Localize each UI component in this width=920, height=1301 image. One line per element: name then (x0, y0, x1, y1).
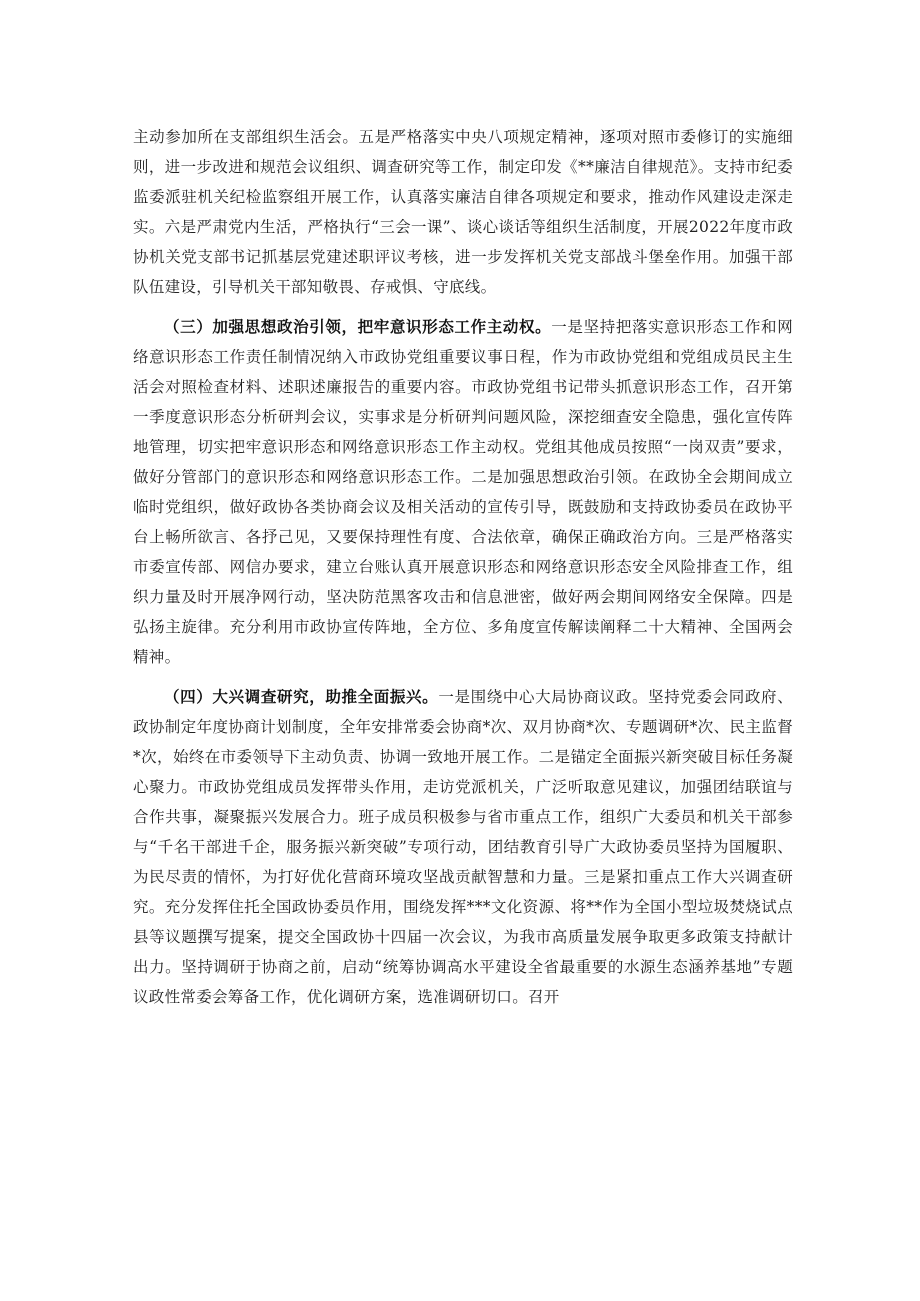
paragraph-text: 一是围绕中心大局协商议政。坚持党委会同政府、政协制定年度协商计划制度，全年安排常委会协商*次、双月协商*次、专题调研*次、民主监督*次，始终在市委领导下主动负责、协调一致地开展工作。二是锚定全面振兴新突破目标任务凝心聚力。市政协党组成员发挥带头作用，走访党派机关，广泛听取意见建议，加强团结联谊与合作共事，凝聚振兴发展合力。班子成员积极参与省市重点工作，组织广大委员和机关干部参与“千名干部进千企，服务振兴新突破”专项行动，团结教育引导广大政协委员坚持为国履职、为民尽责的情怀，为打好优化营商环境攻坚战贡献智慧和力量。三是紧扣重点工作大兴调查研究。充分发挥住托全国政协委员作用，围绕发挥***文化资源、将**作为全国小型垃圾焚烧试点县等议题撰写提案，提交全国政协十四届一次会议，为我市高质量发展争取更多政策支持献计出力。坚持调研于协商之前，启动“统筹协调高水平建设全省最重要的水源生态涵养基地”专题议政性常委会筹备工作，优化调研方案，选准调研切口。召开 (133, 688, 793, 1006)
section-heading: （四）大兴调查研究，助推全面振兴。 (164, 687, 439, 706)
paragraph-text: 一是坚持把落实意识形态工作和网络意识形态工作责任制情况纳入市政协党组重要议事日程，作为市政协党组和党组成员民主生活会对照检查材料、述职述廉报告的重要内容。市政协党组书记带头抓意识形态工作，召开第一季度意识形态分析研判会议，实事求是分析研判问题风险，深挖细查安全隐患，强化宣传阵地管理，切实把牢意识形态和网络意识形态工作主动权。党组其他成员按照“一岗双责”要求，做好分管部门的意识形态和网络意识形态工作。二是加强思想政治引领。在政协全会期间成立临时党组织，做好政协各类协商会议及相关活动的宣传引导，既鼓励和支持政协委员在政协平台上畅所欲言、各抒己见，又要保持理性有度、合法依章，确保正确政治方向。三是严格落实市委宣传部、网信办要求，建立台账认真开展意识形态和网络意识形态安全风险排查工作，组织力量及时开展净网行动，坚决防范黑客攻击和信息泄密，做好两会期间网络安全保障。四是弘扬主旋律。充分利用市政协宣传阵地，全方位、多角度宣传解读阐释二十大精神、全国两会精神。 (133, 318, 793, 666)
section-heading: （三）加强思想政治引领，把牢意识形态工作主动权。 (164, 317, 552, 336)
paragraph-section-4 (133, 682, 793, 1012)
paragraph-section-3 (133, 312, 793, 672)
document-body (133, 122, 793, 1012)
paragraph-continuation (133, 122, 793, 302)
paragraph-text: 主动参加所在支部组织生活会。五是严格落实中央八项规定精神，逐项对照市委修订的实施细则，进一步改进和规范会议组织、调查研究等工作，制定印发《**廉洁自律规范》。支持市纪委监委派驻机关纪检监察组开展工作，认真落实廉洁自律各项规定和要求，推动作风建设走深走实。六是严肃党内生活，严格执行“三会一课”、谈心谈话等组织生活制度，开展2022年度市政协机关党支部书记抓基层党建述职评议考核，进一步发挥机关党支部战斗堡垒作用。加强干部队伍建设，引导机关干部知敬畏、存戒惧、守底线。 (133, 128, 793, 296)
